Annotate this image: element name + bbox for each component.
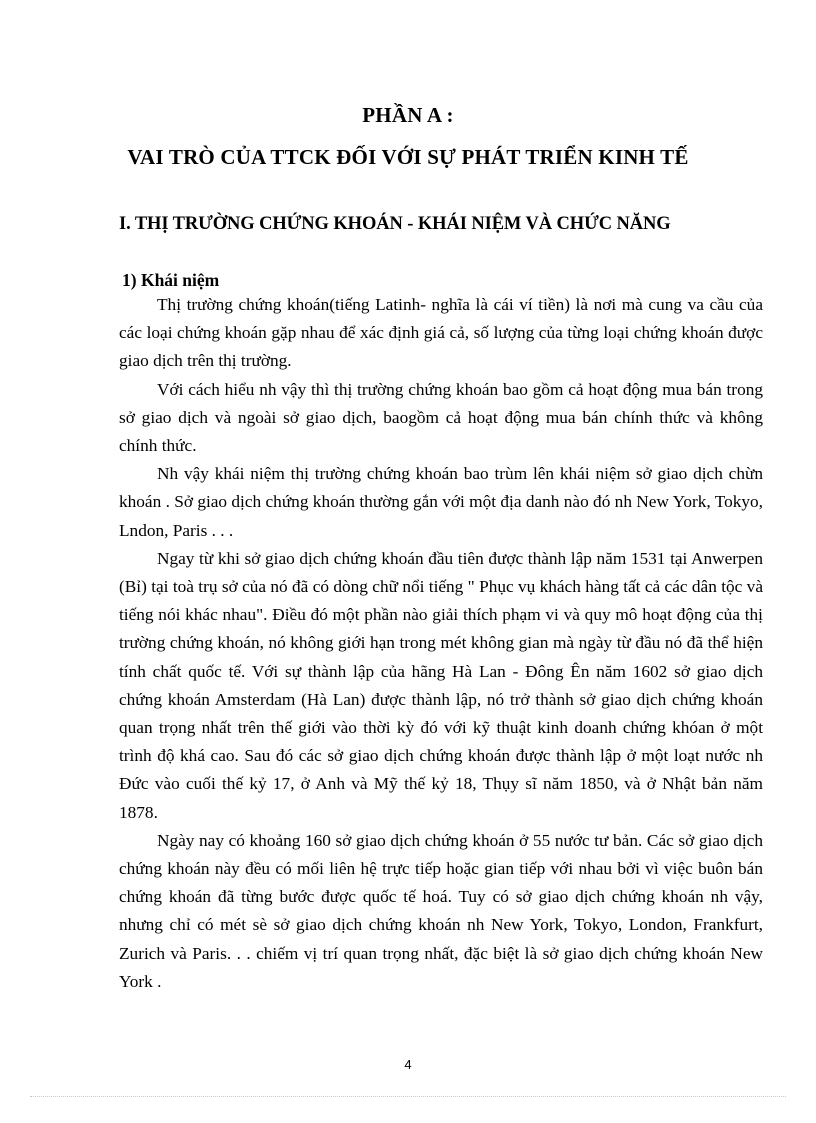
part-label: PHẦN A : (362, 103, 454, 127)
paragraph-concept: Nh vậy khái niệm thị trường chứng khoán bao trùm lên khái niệm sở giao dịch chừn khoán . Sở giao dịch chứng khoán thường gắn với một địa danh nào đó nh New York, Tokyo, Lndon, Paris . . . (119, 464, 763, 540)
paragraph-scope: Với cách hiểu nh vậy thì thị trường chứng khoán bao gồm cả hoạt động mua bán trong sở giao dịch và ngoài sở giao dịch, baogồm cả hoạt động mua bán chính thức và không chính thức. (119, 379, 763, 456)
paragraph-definition: Thị trường chứng khoán(tiếng Latinh- nghĩa là cái ví tiền) là nơi mà cung va cầu của các loại chứng khoán gặp nhau để xác định giá cả, số lượng của từng loại chứng khoán được giao dịch trên thị trường. (119, 295, 763, 371)
part-title: VAI TRÒ CỦA TTCK ĐỐI VỚI SỰ PHÁT TRIỂN KINH TẾ (127, 145, 689, 169)
paragraph-history: Ngay từ khi sở giao dịch chứng khoán đầu tiên được thành lập năm 1531 tại Anwerpen (Bỉ) tại toà trụ sở của nó đã có dòng chữ nổi tiếng " Phục vụ khách hàng tất cả các dân tộc và tiếng nói khác nhau". Điều đó một phần nào giải thích phạm vi và quy mô hoạt động của thị trường chứng khoán, nó không giới hạn trong mét không gian mà ngày từ đầu nó đã thể hiện tính chất quốc tế. Với sự thành lập của hãng Hà Lan - Đông Ên năm 1602 sở giao dịch chứng khoán Amsterdam (Hà Lan) được thành lập, nó trở thành sở giao dịch chứng khoán quan trọng nhất trên thế giới vào thời kỳ đó với kỹ thuật kinh doanh chứng khóan ở một trình độ khá cao. Sau đó các sở giao dịch chứng khoán được thành lập ở một loạt nước nh Đức vào cuối thế kỷ 17, ở Anh và Mỹ thế kỷ 18, Thụy sĩ năm 1850, và ở Nhật bản năm 1878. (119, 548, 763, 822)
body-text (119, 291, 763, 996)
page-number: 4 (404, 1057, 412, 1072)
paragraph-today: Ngày nay có khoảng 160 sở giao dịch chứng khoán ở 55 nước tư bản. Các sở giao dịch chứng khoán này đều có mối liên hệ trực tiếp hoặc gian tiếp với nhau bởi vì việc buôn bán chứng khoán đã từng bước được quốc tế hoá. Tuy có sở giao dịch chứng khoán nh vậy, nhưng chỉ có mét sè sở giao dịch chứng khoán nh New York, Tokyo, London, Frankfurt, Zurich và Paris. . . chiếm vị trí quan trọng nhất, đặc biệt là sở giao dịch chứng khoán New York . (119, 830, 763, 991)
section-heading: I. THỊ TRƯỜNG CHỨNG KHOÁN - KHÁI NIỆM VÀ CHỨC NĂNG (119, 214, 671, 234)
subsection-heading: 1) Khái niệm (122, 270, 220, 290)
footer-divider (30, 1096, 786, 1097)
